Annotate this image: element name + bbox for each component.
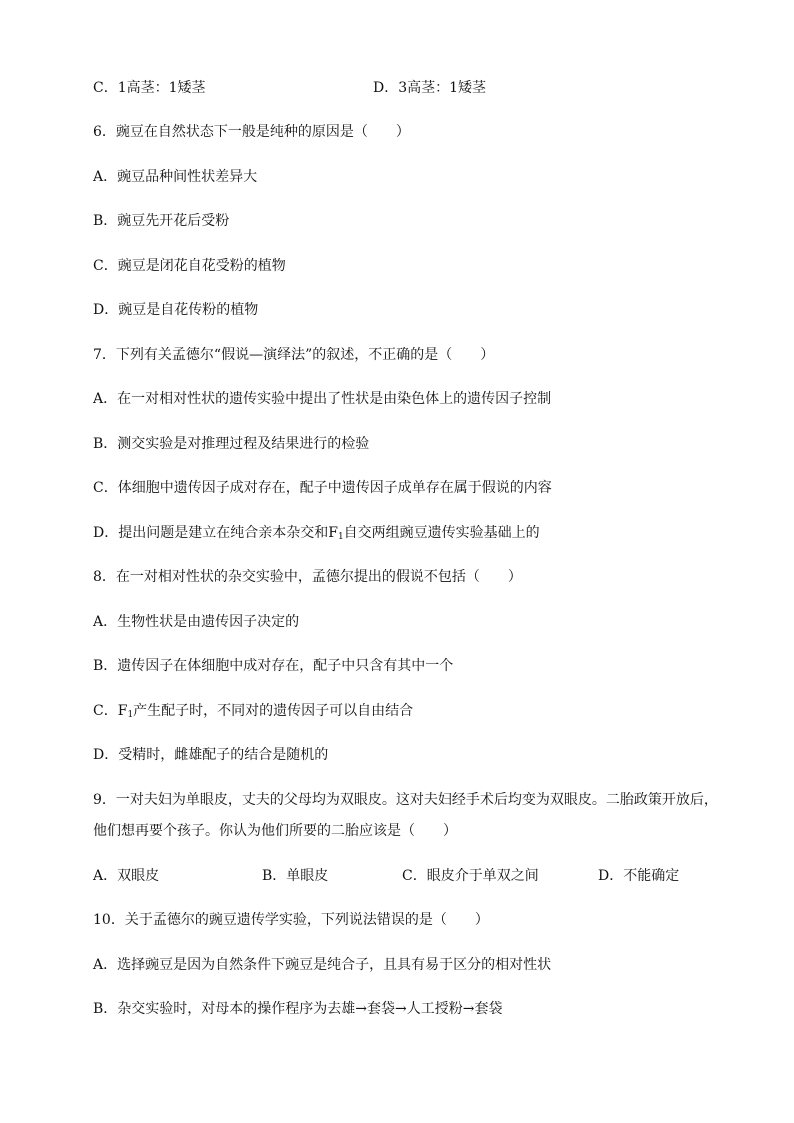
q8-option-d: D．受精时，雌雄配子的结合是随机的 [93,747,329,763]
q7-option-d [93,523,540,543]
q8-option-c-text-2: 产生配子时，不同对的遗传因子可以自由结合 [133,703,414,719]
q6-option-a: A．豌豆品种间性状差异大 [93,169,258,185]
q6-option-b: B．豌豆先开花后受粉 [93,213,230,229]
q9-option-a: A．双眼皮 [93,868,160,884]
q7-option-d-text-2: 自交两组豌豆遗传实验基础上的 [343,525,540,541]
q5-option-c: C．1高茎：1矮茎 [93,80,206,96]
q10-option-a: A．选择豌豆是因为自然条件下豌豆是纯合子，且具有易于区分的相对性状 [93,957,552,973]
q8-option-c-subscript: 1 [127,710,134,720]
q10-option-b: B．杂交实验时，对母本的操作程序为去雄→套袋→人工授粉→套袋 [93,1001,503,1017]
q7-option-d-subscript: 1 [337,532,344,542]
q9-stem-line-1: 9．一对夫妇为单眼皮，丈夫的父母均为双眼皮。这对夫妇经手术后均变为双眼皮。二胎政策开放后， [93,792,718,808]
q8-option-c-text-1: C．F [93,703,128,719]
q8-option-a: A．生物性状是由遗传因子决定的 [93,614,300,630]
q6-option-c: C．豌豆是闭花自花受粉的植物 [93,258,286,274]
q7-option-a: A．在一对相对性状的遗传实验中提出了性状是由染色体上的遗传因子控制 [93,391,552,407]
q7-stem: 7．下列有关孟德尔“假说—演绎法”的叙述，不正确的是（ ） [93,347,495,363]
q9-option-d: D．不能确定 [598,868,680,884]
q7-option-b: B．测交实验是对推理过程及结果进行的检验 [93,436,370,452]
q5-option-d: D．3高茎：1矮茎 [373,80,487,96]
q10-stem: 10．关于孟德尔的豌豆遗传学实验，下列说法错误的是（ ） [93,912,489,928]
q6-stem: 6．豌豆在自然状态下一般是纯种的原因是（ ） [93,124,410,140]
q9-option-b: B．单眼皮 [262,868,329,884]
q7-option-d-text-1: D．提出问题是建立在纯合亲本杂交和F [93,525,338,541]
q8-option-c [93,701,413,721]
q8-stem: 8．在一对相对性状的杂交实验中，孟德尔提出的假说不包括（ ） [93,569,522,585]
q9-option-c: C．眼皮介于单双之间 [402,868,539,884]
q6-option-d: D．豌豆是自花传粉的植物 [93,302,259,318]
q7-option-c: C．体细胞中遗传因子成对存在，配子中遗传因子成单存在属于假说的内容 [93,480,552,496]
q8-option-b: B．遗传因子在体细胞中成对存在，配子中只含有其中一个 [93,658,454,674]
q9-stem-line-2: 他们想再要个孩子。你认为他们所要的二胎应该是（ ） [93,823,457,839]
